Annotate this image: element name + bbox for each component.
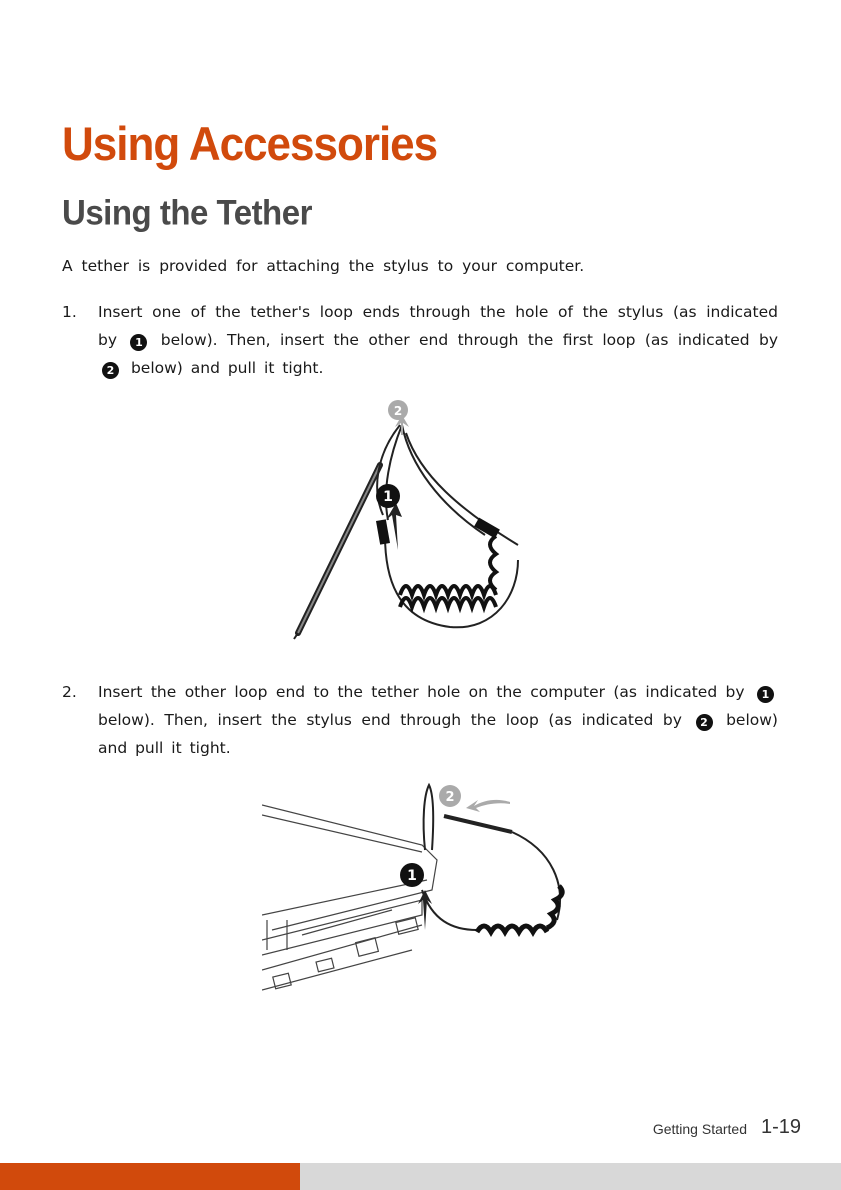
step-text: Insert the other loop end to the tether hole on the computer (as indicated by xyxy=(98,683,745,701)
marker-label: 1 xyxy=(383,489,393,505)
step-text: Insert one of the tether's loop ends through the hole of the stylus (as indicated by xyxy=(98,303,778,349)
footer-gray-bar xyxy=(300,1163,841,1190)
step-text: below) and pull it tight. xyxy=(130,359,324,377)
tether-icon xyxy=(422,832,560,930)
connector-icon xyxy=(376,519,390,544)
marker-label: 2 xyxy=(393,404,403,418)
step-number: 2. xyxy=(62,683,77,701)
step-text: below). Then, insert the stylus end through the loop (as indicated by xyxy=(98,711,682,729)
laptop-icon xyxy=(262,805,437,990)
page-number: 1-19 xyxy=(760,1116,801,1138)
section-title: Using the Tether xyxy=(62,192,312,232)
marker-2-icon: 2 xyxy=(102,362,119,379)
coil-icon xyxy=(400,536,496,607)
step-text: below) and pull it tight. xyxy=(98,711,778,757)
marker-label: 2 xyxy=(445,790,455,805)
step-text: below). Then, insert the other end through the first loop (as indicated by xyxy=(160,331,778,349)
computer-tether-illustration xyxy=(262,780,572,1005)
page-title: Using Accessories xyxy=(62,118,438,171)
marker-1-icon: 1 xyxy=(757,686,774,703)
stylus-icon xyxy=(294,465,380,639)
step-2 xyxy=(62,678,778,762)
arrow-up-icon xyxy=(418,890,432,930)
step-number: 1. xyxy=(62,303,77,321)
step-1 xyxy=(62,298,778,382)
marker-label: 1 xyxy=(407,868,417,884)
stylus-icon xyxy=(424,785,512,850)
connector-icon xyxy=(474,518,500,539)
intro-text: A tether is provided for attaching the stylus to your computer. xyxy=(62,257,585,275)
stylus-tether-illustration xyxy=(280,395,540,640)
marker-1-icon: 1 xyxy=(130,334,147,351)
footer-section-label: Getting Started xyxy=(652,1121,747,1137)
marker-2-icon: 2 xyxy=(696,714,713,731)
footer-accent-bar xyxy=(0,1163,300,1190)
arrow-left-icon xyxy=(466,800,510,812)
coil-icon xyxy=(477,886,562,932)
